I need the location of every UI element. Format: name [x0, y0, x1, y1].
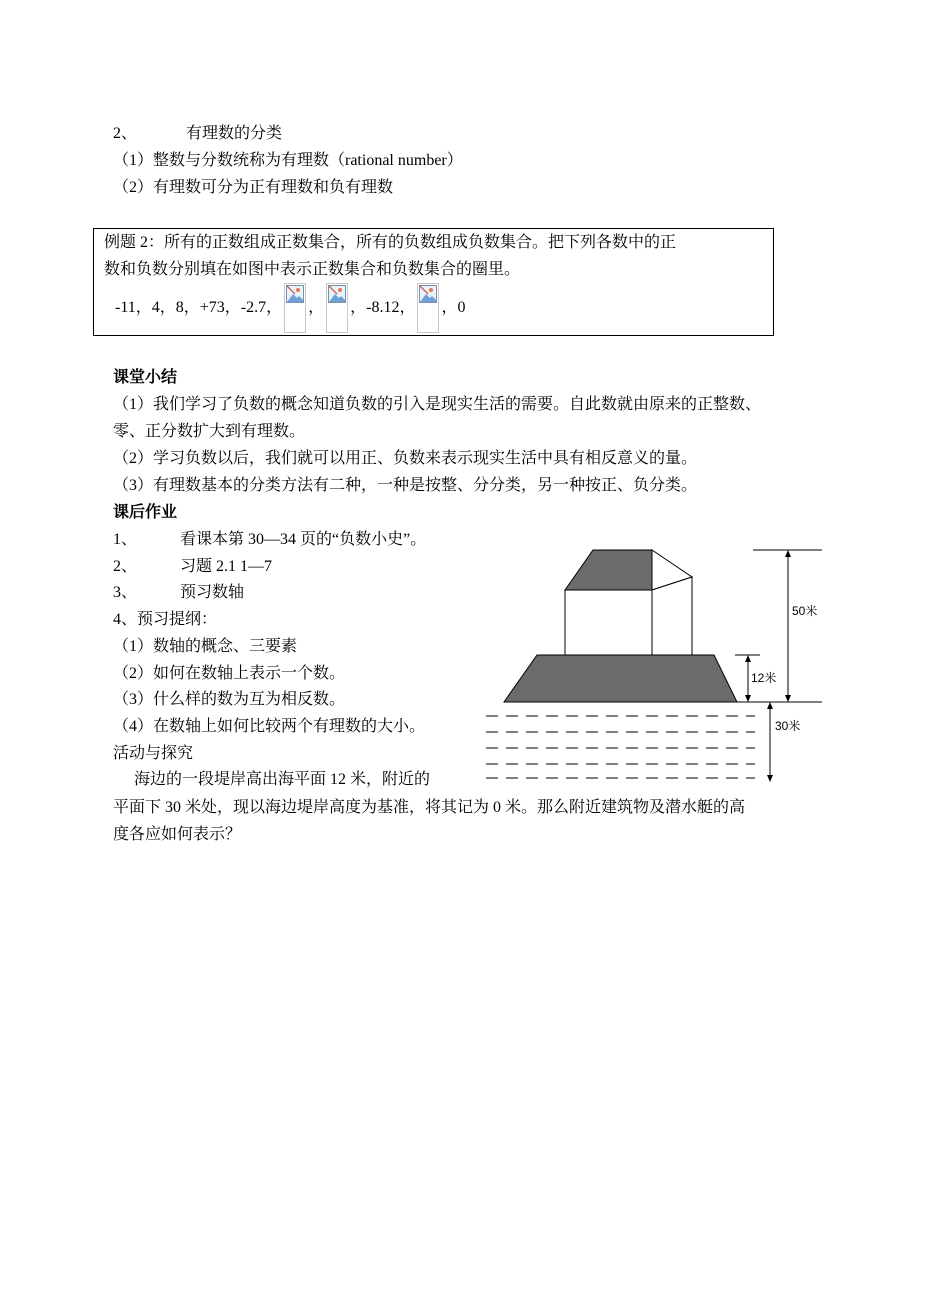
example2-line-1: 例题 2：所有的正数组成正数集合，所有的负数组成负数集合。把下列各数中的正 — [104, 234, 677, 251]
numbers-part-c: ，0 — [441, 299, 466, 316]
label-50m: 50米 — [792, 604, 818, 618]
example2-numbers — [115, 283, 465, 333]
example2-box — [93, 228, 774, 336]
homework-item-2-text: 习题 2.1 1—7 — [180, 558, 273, 575]
broken-image-icon — [284, 283, 306, 333]
label-30m: 30米 — [775, 719, 801, 733]
activity-line-1: 海边的一段堤岸高出海平面 12 米，附近的 — [134, 771, 431, 788]
building-body — [565, 590, 652, 655]
outline-item-3: （3）什么样的数为互为相反数。 — [113, 691, 346, 708]
outline-item-4: （4）在数轴上如何比较两个有理数的大小。 — [113, 718, 426, 735]
homework-title: 课后作业 — [113, 504, 178, 521]
section2-item-1: （1）整数与分数统称为有理数（rational number） — [113, 152, 463, 169]
summary-p1-line2: 零、正分数扩大到有理数。 — [113, 423, 306, 440]
diagram-svg — [470, 540, 840, 790]
label-12m: 12米 — [751, 671, 777, 685]
summary-title: 课堂小结 — [113, 369, 178, 386]
outline-title: 4、预习提纲： — [113, 611, 218, 628]
outline-item-2: （2）如何在数轴上表示一个数。 — [113, 665, 346, 682]
sea-level-diagram — [470, 540, 840, 790]
homework-item-1-text: 看课本第 30—34 页的“负数小史”。 — [180, 531, 427, 548]
numbers-part-b: ，-8.12， — [350, 299, 416, 316]
example2-line-2: 数和负数分别填在如图中表示正数集合和负数集合的圈里。 — [104, 261, 521, 278]
numbers-separator: ， — [308, 299, 325, 316]
summary-p3: （3）有理数基本的分类方法有二种，一种是按整、分分类，另一种按正、负分类。 — [113, 477, 698, 494]
broken-image-icon — [417, 283, 439, 333]
summary-p1-line1: （1）我们学习了负数的概念知道负数的引入是现实生活的需要。自此数就由原来的正整数、 — [113, 396, 762, 413]
activity-line-2: 平面下 30 米处，现以海边堤岸高度为基准，将其记为 0 米。那么附近建筑物及潜水艇的高 — [113, 799, 746, 816]
homework-item-3-text: 预习数轴 — [180, 584, 245, 601]
section2-item-2: （2）有理数可分为正有理数和负有理数 — [113, 179, 394, 196]
summary-p2: （2）学习负数以后，我们就可以用正、负数来表示现实生活中具有相反意义的量。 — [113, 450, 698, 467]
activity-title: 活动与探究 — [113, 745, 194, 762]
outline-item-1: （1）数轴的概念、三要素 — [113, 638, 298, 655]
homework-item-1-num: 1、 — [113, 531, 138, 548]
homework-item-3-num: 3、 — [113, 584, 138, 601]
section2-number: 2、 — [113, 125, 138, 142]
activity-line-3: 度各应如何表示？ — [113, 826, 242, 843]
section2-heading: 有理数的分类 — [186, 125, 283, 142]
homework-item-2-num: 2、 — [113, 558, 138, 575]
embankment — [504, 655, 737, 702]
building-side — [652, 577, 692, 655]
numbers-part-a: -11，4，8，+73，-2.7， — [115, 299, 283, 316]
broken-image-icon — [326, 283, 348, 333]
